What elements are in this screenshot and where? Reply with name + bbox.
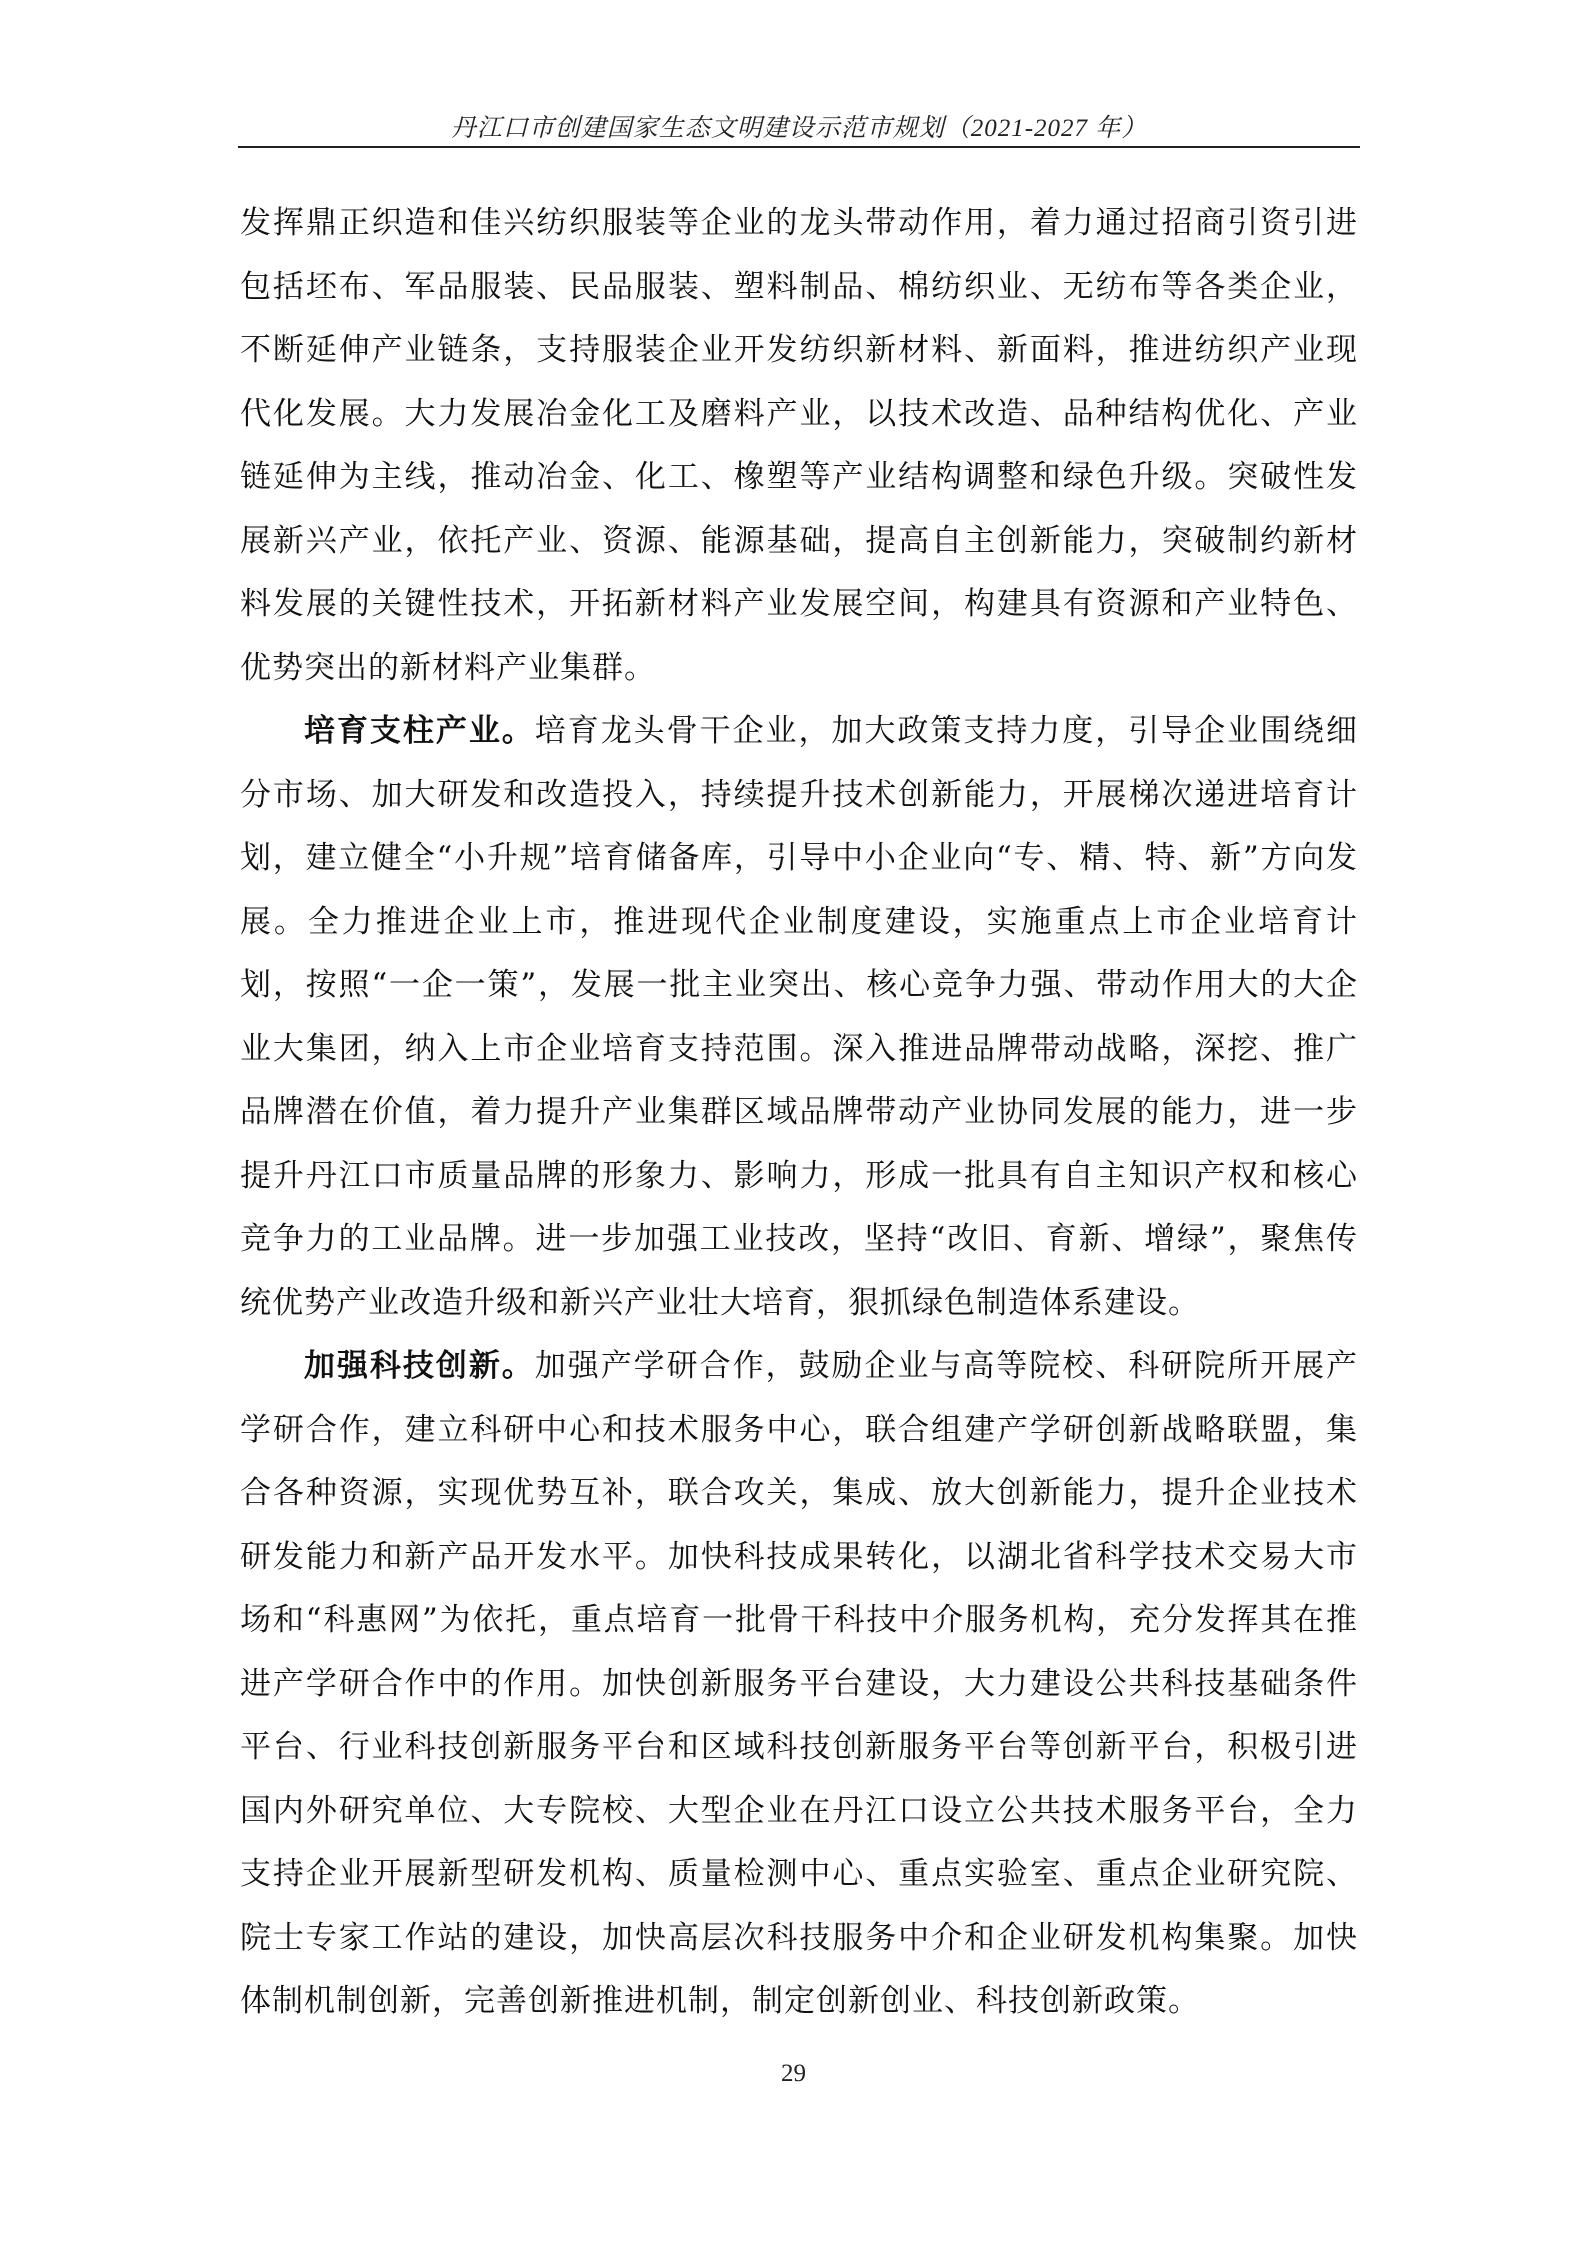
running-header: 丹江口市创建国家生态文明建设示范市规划（2021-2027 年） [450, 115, 1148, 142]
paragraph-lead-heading: 培育支柱产业。 [304, 713, 535, 749]
paragraph-pillar-industry [240, 700, 1358, 1335]
paragraph-text: 加强产学研合作，鼓励企业与高等院校、科研院所开展产学研合作，建立科研中心和技术服务中心，联合组建产学研创新战略联盟，集合各种资源，实现优势互补，联合攻关，集成、放大创新能力，提升企业技术研发能力和新产品开发水平。加快科技成果转化，以湖北省科学技术交易大市场和“科惠网”为依托，重点培育一批骨干科技中介服务机构，充分发挥其在推进产学研合作中的作用。加快创新服务平台建设，大力建设公共科技基础条件平台、行业科技创新服务平台和区域科技创新服务平台等创新平台，积极引进国内外研究单位、大专院校、大型企业在丹江口设立公共技术服务平台，全力支持企业开展新型研发机构、质量检测中心、重点实验室、重点企业研究院、院士专家工作站的建设，加快高层次科技服务中介和企业研发机构集聚。加快体制机制创新，完善创新推进机制，制定创新创业、科技创新政策。 [240, 1348, 1359, 2019]
paragraph-text: 发挥鼎正织造和佳兴纺织服装等企业的龙头带动作用，着力通过招商引资引进包括坯布、军品服装、民品服装、塑料制品、棉纺织业、无纺布等各类企业，不断延伸产业链条，支持服装企业开发纺织新材料、新面料，推进纺织产业现代化发展。大力发展冶金化工及磨料产业，以技术改造、品种结构优化、产业链延伸为主线，推动冶金、化工、橡塑等产业结构调整和绿色升级。突破性发展新兴产业，依托产业、资源、能源基础，提高自主创新能力，突破制约新材料发展的关键性技术，开拓新材料产业发展空间，构建具有资源和产业特色、优势突出的新材料产业集群。 [240, 205, 1358, 686]
page-number: 29 [781, 2060, 806, 2087]
document-body [240, 192, 1358, 2034]
paragraph-text: 培育龙头骨干企业，加大政策支持力度，引导企业围绕细分市场、加大研发和改造投入，持续提升技术创新能力，开展梯次递进培育计划，建立健全“小升规”培育储备库，引导中小企业向“专、精、特、新”方向发展。全力推进企业上市，推进现代企业制度建设，实施重点上市企业培育计划，按照“一企一策”，发展一批主业突出、核心竞争力强、带动作用大的大企业大集团，纳入上市企业培育支持范围。深入推进品牌带动战略，深挖、推广品牌潜在价值，着力提升产业集群区域品牌带动产业协同发展的能力，进一步提升丹江口市质量品牌的形象力、影响力，形成一批具有自主知识产权和核心竞争力的工业品牌。进一步加强工业技改，坚持“改旧、育新、增绿”，聚焦传统优势产业改造升级和新兴产业壮大培育，狠抓绿色制造体系建设。 [240, 713, 1359, 1321]
paragraph-tech-innovation [240, 1335, 1358, 2034]
paragraph-textile-continuation [240, 192, 1358, 700]
paragraph-lead-heading: 加强科技创新。 [304, 1348, 535, 1384]
header-divider [238, 146, 1360, 148]
